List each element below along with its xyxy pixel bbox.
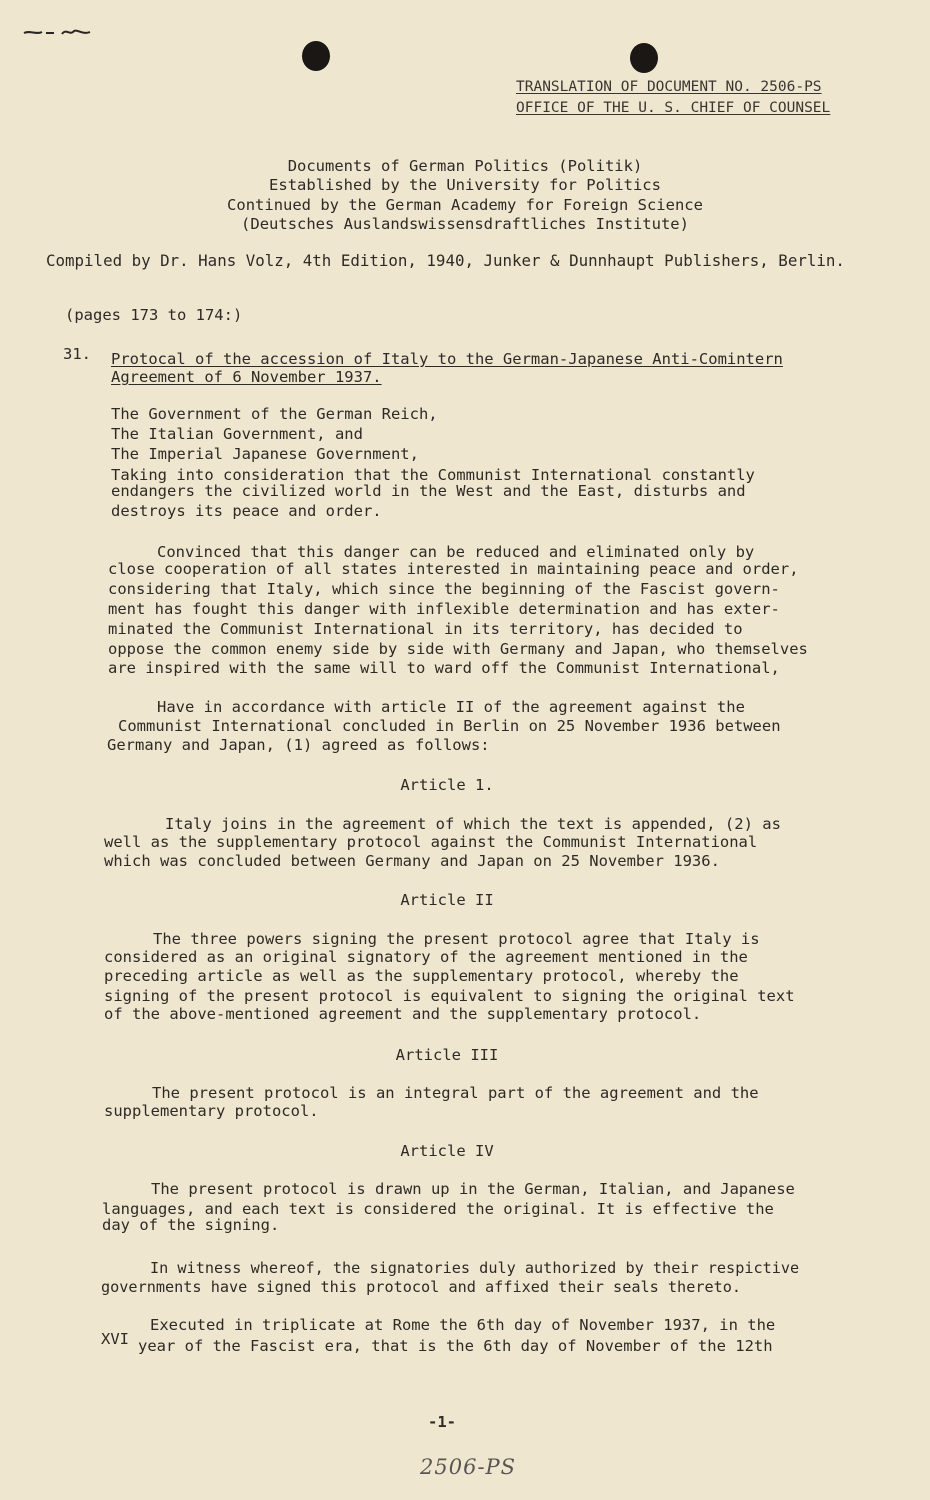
article-heading: Article II bbox=[400, 891, 494, 909]
paragraph-line: Italy joins in the agreement of which the text is appended, (2) as bbox=[165, 815, 781, 833]
paragraph-line: preceding article as well as the supplementary protocol, whereby the bbox=[104, 967, 739, 985]
article-heading: Article IV bbox=[400, 1142, 494, 1160]
paragraph-line: Germany and Japan, (1) agreed as follows: bbox=[107, 736, 490, 754]
page-number: -1- bbox=[428, 1413, 456, 1431]
paragraph-line: The present protocol is drawn up in the German, Italian, and Japanese bbox=[151, 1180, 795, 1198]
preamble-line: The Government of the German Reich, bbox=[111, 405, 438, 423]
paragraph-line: Executed in triplicate at Rome the 6th day of November 1937, in the bbox=[150, 1316, 776, 1334]
paragraph-line: The present protocol is an integral part of the agreement and the bbox=[152, 1084, 759, 1102]
section-title-line-2: Agreement of 6 November 1937. bbox=[111, 368, 382, 386]
paragraph-line: of the above-mentioned agreement and the supplementary protocol. bbox=[104, 1005, 702, 1023]
paragraph-line: close cooperation of all states interested in maintaining peace and order, bbox=[108, 560, 799, 578]
pages-reference: (pages 173 to 174:) bbox=[65, 306, 243, 324]
handwritten-mark bbox=[22, 26, 92, 38]
preamble-line: The Italian Government, and bbox=[111, 425, 363, 443]
paragraph-line: minated the Communist International in its territory, has decided to bbox=[108, 620, 743, 638]
margin-note: XVI bbox=[101, 1330, 129, 1348]
paragraph-line: Convinced that this danger can be reduced and eliminated only by bbox=[157, 543, 755, 561]
paragraph-line: ment has fought this danger with inflexible determination and has exter- bbox=[108, 600, 780, 618]
punch-hole-left bbox=[302, 41, 330, 71]
office-header: OFFICE OF THE U. S. CHIEF OF COUNSEL bbox=[516, 100, 831, 116]
paragraph-line: oppose the common enemy side by side with Germany and Japan, who themselves bbox=[108, 640, 808, 658]
paragraph-line: Communist International concluded in Berlin on 25 November 1936 between bbox=[118, 717, 781, 735]
section-number: 31. bbox=[63, 345, 91, 363]
paragraph-line: are inspired with the same will to ward off the Communist International, bbox=[108, 659, 780, 677]
paragraph-line: well as the supplementary protocol against the Communist International bbox=[104, 833, 758, 851]
title-line-4: (Deutsches Auslandswissensdraftliches Institute) bbox=[241, 215, 689, 233]
title-line-3: Continued by the German Academy for Foreign Science bbox=[227, 196, 703, 214]
paragraph-line: supplementary protocol. bbox=[104, 1102, 319, 1120]
paragraph-line: considered as an original signatory of the agreement mentioned in the bbox=[104, 948, 748, 966]
paragraph-line: The three powers signing the present protocol agree that Italy is bbox=[153, 930, 760, 948]
article-heading: Article 1. bbox=[400, 776, 494, 794]
article-heading: Article III bbox=[395, 1046, 499, 1064]
paragraph-line: governments have signed this protocol and affixed their seals thereto. bbox=[101, 1278, 742, 1296]
preamble-line: destroys its peace and order. bbox=[111, 502, 382, 520]
title-line-1: Documents of German Politics (Politik) bbox=[287, 157, 643, 175]
paragraph-line: In witness whereof, the signatories duly authorized by their respictive bbox=[150, 1259, 800, 1277]
translation-header: TRANSLATION OF DOCUMENT NO. 2506-PS bbox=[516, 79, 822, 95]
handwritten-document-number: 2506-PS bbox=[420, 1455, 517, 1479]
compiled-line: Compiled by Dr. Hans Volz, 4th Edition, 1940, Junker & Dunnhaupt Publishers, Berlin. bbox=[46, 251, 845, 270]
section-title-line-1: Protocal of the accession of Italy to the German-Japanese Anti-Comintern bbox=[111, 350, 783, 368]
punch-hole-right bbox=[630, 43, 658, 73]
paragraph-line: day of the signing. bbox=[102, 1216, 280, 1234]
paragraph-line: Have in accordance with article II of the agreement against the bbox=[157, 698, 745, 716]
preamble-line: The Imperial Japanese Government, bbox=[111, 445, 419, 463]
paragraph-line: signing of the present protocol is equivalent to signing the original text bbox=[104, 987, 795, 1005]
paragraph-line: year of the Fascist era, that is the 6th day of November of the 12th bbox=[138, 1337, 773, 1355]
paragraph-line: considering that Italy, which since the beginning of the Fascist govern- bbox=[108, 580, 780, 598]
preamble-line: endangers the civilized world in the West and the East, disturbs and bbox=[111, 482, 746, 500]
paragraph-line: which was concluded between Germany and Japan on 25 November 1936. bbox=[104, 852, 720, 870]
paragraph-line: languages, and each text is considered the original. It is effective the bbox=[102, 1200, 774, 1218]
preamble-line: Taking into consideration that the Communist International constantly bbox=[111, 466, 755, 484]
title-line-2: Established by the University for Politics bbox=[269, 176, 661, 194]
